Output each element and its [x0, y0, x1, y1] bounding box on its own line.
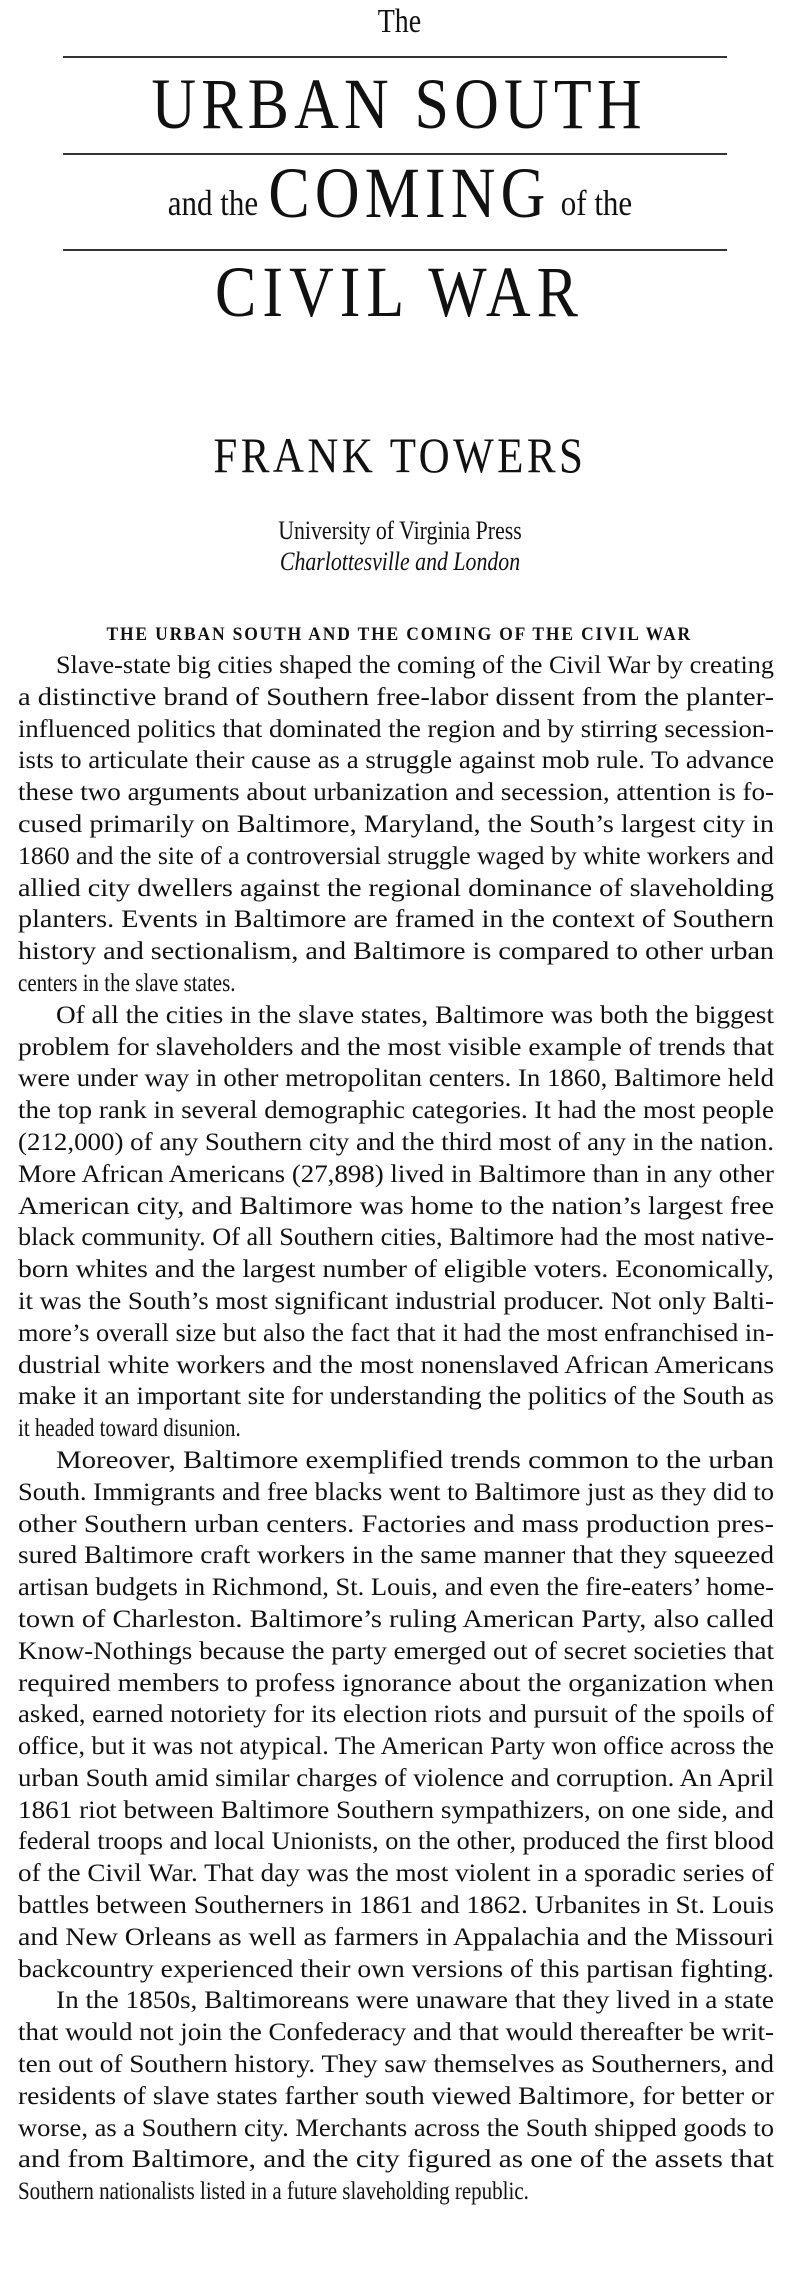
body-line — [18, 1159, 774, 1191]
body-line-text: (212,000) of any Southern city and the third most of any in the nation. — [18, 1128, 775, 1156]
body-line-text: asked, earned notoriety for its election riots and pursuit of the spoils of — [18, 1701, 775, 1729]
author-name-text: FRANK TOWERS — [213, 427, 586, 483]
body-line — [18, 745, 774, 777]
body-line — [18, 1222, 774, 1254]
body-line — [18, 1032, 774, 1064]
body-line-text: Know-Nothings because the party emerged out of secret societies that — [18, 1637, 774, 1665]
body-line — [18, 1095, 774, 1127]
body-line-text: town of Charleston. Baltimore’s ruling American Party, also called — [18, 1605, 774, 1633]
body-line — [18, 1763, 774, 1795]
body-line — [18, 2049, 774, 2081]
title-rule-top — [63, 56, 727, 58]
body-line-text: were under way in other metropolitan centers. In 1860, Baltimore held — [18, 1065, 774, 1093]
body-line — [18, 1000, 774, 1032]
body-line — [18, 1985, 774, 2017]
body-line-text: ten out of Southern history. They saw themselves as Southerners, and — [18, 2051, 774, 2079]
body-line-text: ists to articulate their cause as a struggle against mob rule. To advance — [18, 747, 775, 775]
body-line — [18, 1381, 774, 1413]
body-line-text: South. Immigrants and free blacks went to Baltimore just as they did to — [18, 1478, 774, 1506]
body-line — [18, 1699, 774, 1731]
body-line — [18, 841, 774, 873]
body-line — [18, 1254, 774, 1286]
body-line-text: worse, as a Southern city. Merchants across the South shipped goods to — [18, 2114, 774, 2142]
title-the — [0, 2, 799, 42]
body-line — [18, 968, 774, 1000]
body-line-text: more’s overall size but also the fact that it had the most enfranchised in- — [18, 1319, 774, 1347]
body-line — [18, 2081, 774, 2113]
body-line-text: battles between Southerners in 1861 and 1862. Urbanites in St. Louis — [18, 1892, 775, 1920]
body-line-text: In the 1850s, Baltimoreans were unaware that they lived in a state — [56, 1987, 775, 2015]
body-line-text: Southern nationalists listed in a future slaveholding republic. — [18, 2178, 529, 2206]
body-line — [18, 1826, 774, 1858]
body-line-text: born whites and the largest number of eligible voters. Economically, — [18, 1256, 774, 1284]
body-line-text: history and sectionalism, and Baltimore is compared to other urban — [18, 938, 775, 966]
title-coming: COMING — [267, 153, 550, 233]
body-line — [18, 1350, 774, 1382]
body-text — [18, 650, 774, 2208]
body-line — [18, 873, 774, 905]
body-line-text: problem for slaveholders and the most visible example of trends that — [18, 1033, 774, 1061]
body-line — [18, 1509, 774, 1541]
body-line — [18, 1668, 774, 1700]
body-line-text: and New Orleans as well as farmers in Appalachia and the Missouri — [18, 1923, 775, 1951]
body-line-text: of the Civil War. That day was the most violent in a sporadic series of — [18, 1860, 774, 1888]
body-line-text: 1861 riot between Baltimore Southern sympathizers, on one side, and — [18, 1796, 774, 1824]
title-civil-war-text: CIVIL WAR — [215, 252, 584, 332]
body-line — [18, 1604, 774, 1636]
publisher-place-text: Charlottesville and London — [279, 547, 520, 576]
body-line — [18, 650, 774, 682]
body-line-text: the top rank in several demographic categories. It had the most people — [18, 1097, 774, 1125]
body-line-text: make it an important site for understanding the politics of the South as — [18, 1383, 774, 1411]
body-line-text: artisan budgets in Richmond, St. Louis, and even the fire-eaters’ home- — [18, 1574, 775, 1602]
body-line-text: More African Americans (27,898) lived in Baltimore than in any other — [18, 1160, 774, 1188]
body-line-text: Slave-state big cities shaped the coming of the Civil War by creating — [56, 652, 774, 679]
body-line-text: 1860 and the site of a controversial struggle waged by white workers and — [18, 842, 774, 870]
body-line — [18, 777, 774, 809]
body-line — [18, 1572, 774, 1604]
body-line-text: federal troops and local Unionists, on the other, produced the first blood — [18, 1828, 775, 1856]
body-line — [18, 1286, 774, 1318]
body-line — [18, 2176, 774, 2208]
author-name — [0, 425, 799, 485]
body-line — [18, 1890, 774, 1922]
body-line — [18, 1858, 774, 1890]
title-urban-south-text: URBAN SOUTH — [151, 64, 648, 144]
body-line — [18, 809, 774, 841]
body-line — [18, 714, 774, 746]
body-line — [18, 1413, 774, 1445]
body-line-text: black community. Of all Southern cities, Baltimore had the most native- — [18, 1224, 775, 1252]
body-line-text: it was the South’s most significant industrial producer. Not only Balti- — [18, 1287, 775, 1315]
publisher-name — [0, 515, 799, 547]
body-line-text: planters. Events in Baltimore are framed in the context of Southern — [18, 906, 774, 934]
body-line — [18, 1540, 774, 1572]
body-line — [18, 1731, 774, 1763]
body-line — [18, 1445, 774, 1477]
body-line-text: centers in the slave states. — [18, 969, 236, 997]
running-head-text: THE URBAN SOUTH AND THE COMING OF THE CIVIL WAR — [106, 624, 693, 645]
publisher-place — [0, 546, 799, 578]
body-line-text: Moreover, Baltimore exemplified trends common to the urban — [56, 1446, 774, 1474]
body-line — [18, 1795, 774, 1827]
body-line — [18, 1127, 774, 1159]
body-line-text: Of all the cities in the slave states, Baltimore was both the biggest — [56, 1001, 774, 1029]
title-and-the: and the — [167, 183, 258, 223]
body-line-text: sured Baltimore craft workers in the same manner that they squeezed — [18, 1542, 774, 1570]
body-line — [18, 1063, 774, 1095]
body-line-text: American city, and Baltimore was home to the nation’s largest free — [18, 1192, 775, 1220]
body-line — [18, 1922, 774, 1954]
title-coming-row — [0, 152, 799, 248]
body-line — [18, 1191, 774, 1223]
body-line — [18, 1636, 774, 1668]
body-line-text: residents of slave states farther south viewed Baltimore, for better or — [18, 2082, 774, 2110]
body-line-text: dustrial white workers and the most nonenslaved African Americans — [18, 1351, 774, 1379]
body-line-text: influenced politics that dominated the region and by stirring secession- — [18, 715, 774, 743]
body-line-text: office, but it was not atypical. The American Party won office across the — [18, 1733, 775, 1761]
running-head — [0, 620, 799, 650]
body-line — [18, 682, 774, 714]
body-line-text: cused primarily on Baltimore, Maryland, the South’s largest city in — [18, 810, 775, 838]
body-line — [18, 1318, 774, 1350]
body-line-text: it headed toward disunion. — [18, 1415, 241, 1443]
title-civil-war — [0, 250, 799, 334]
body-line-text: allied city dwellers against the regional dominance of slaveholding — [18, 874, 774, 902]
body-line — [18, 936, 774, 968]
publisher-name-text: University of Virginia Press — [277, 516, 522, 545]
body-line-text: these two arguments about urbanization and secession, attention is fo- — [18, 779, 775, 807]
body-line-text: urban South amid similar charges of violence and corruption. An April — [18, 1764, 775, 1792]
body-line — [18, 1477, 774, 1509]
body-line-text: required members to profess ignorance about the organization when — [18, 1669, 775, 1697]
body-line-text: and from Baltimore, and the city figured as one of the assets that — [18, 2146, 775, 2174]
body-line — [18, 2113, 774, 2145]
body-line-text: backcountry experienced their own versions of this partisan fighting. — [18, 1955, 774, 1983]
body-line — [18, 2017, 774, 2049]
body-line-text: that would not join the Confederacy and that would thereafter be writ- — [18, 2019, 774, 2047]
body-line-text: other Southern urban centers. Factories and mass production pres- — [18, 1510, 774, 1538]
title-the-text: The — [377, 3, 422, 40]
title-urban-south — [0, 62, 799, 146]
body-line-text: a distinctive brand of Southern free-labor dissent from the planter- — [18, 683, 775, 711]
body-line — [18, 2144, 774, 2176]
title-of-the: of the — [560, 183, 632, 223]
title-coming-row-inner — [167, 152, 631, 235]
body-line — [18, 1954, 774, 1986]
body-line — [18, 904, 774, 936]
